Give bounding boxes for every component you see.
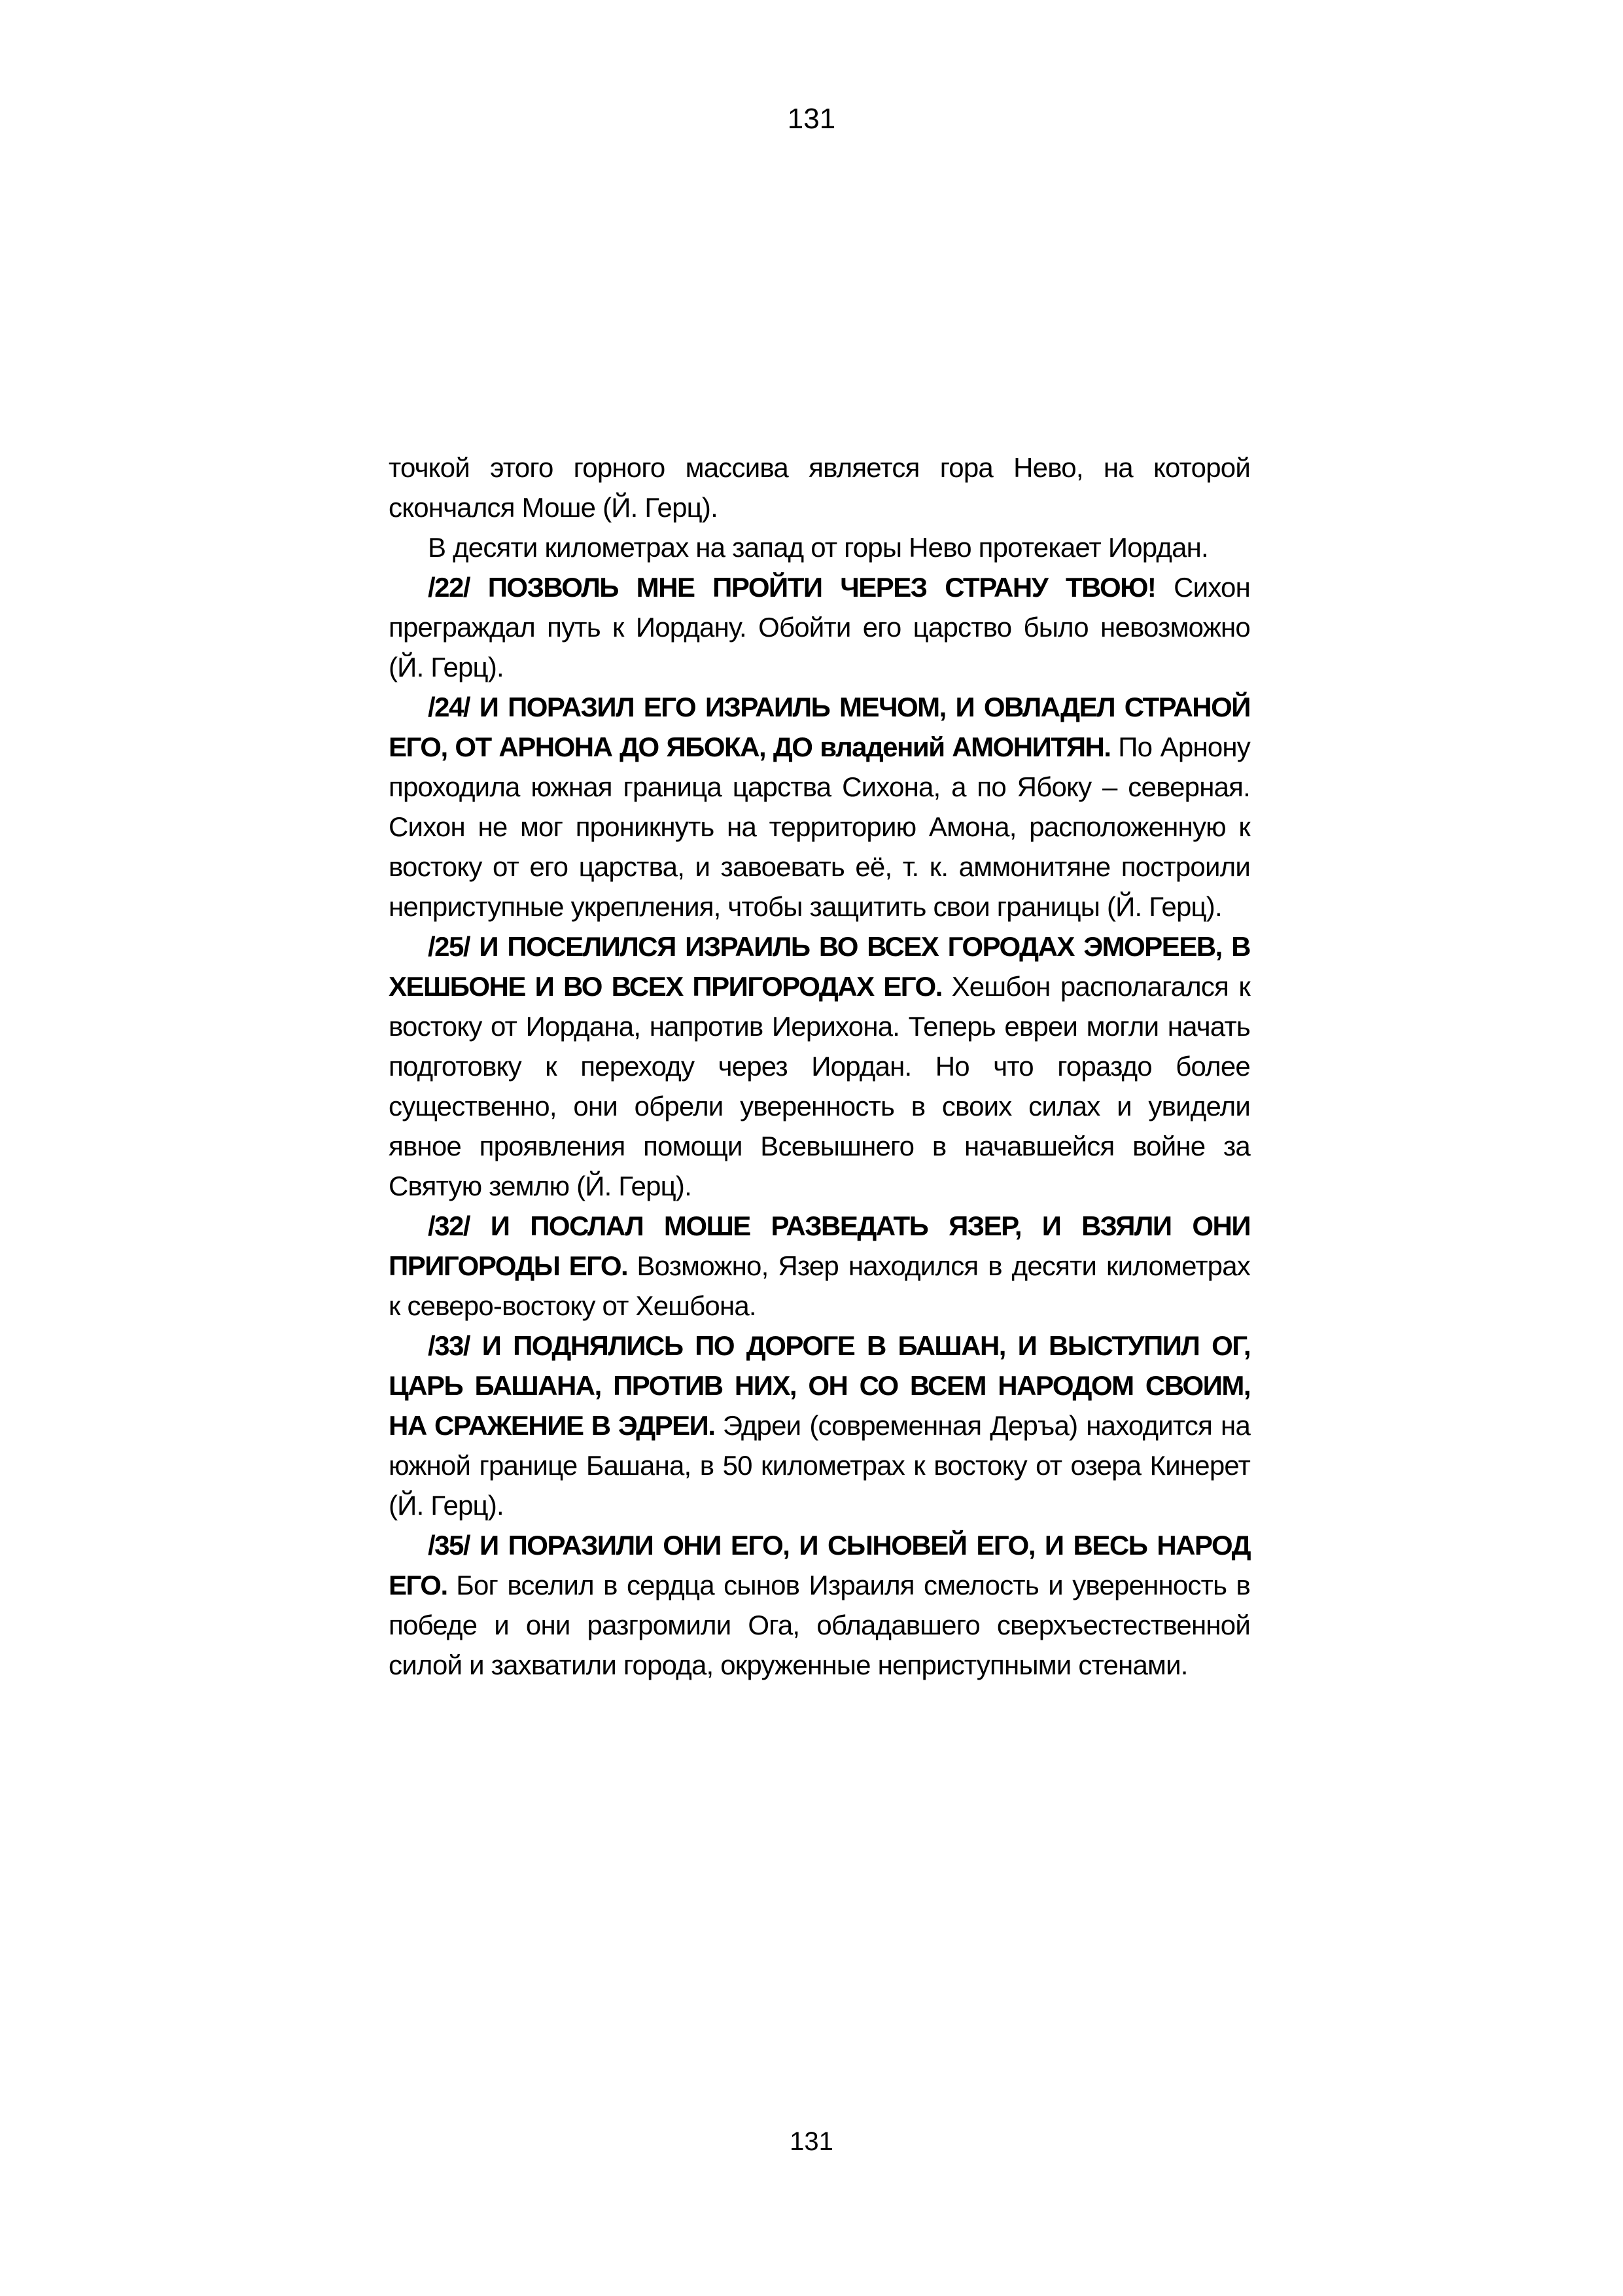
verse-heading-text: /35/ И ПОРАЗИЛИ ОНИ ЕГО, И СЫНОВЕЙ ЕГО, И ВЕСЬ НАРОД ЕГО. bbox=[389, 1530, 1250, 1600]
paragraph bbox=[389, 1206, 1250, 1326]
paragraph bbox=[389, 527, 1250, 567]
page-number-header: 131 bbox=[787, 103, 836, 135]
commentary-text: Эдреи (современная Деръа) находится на южной границе Башана, в 50 километрах к востоку от озера Кинерет (Й. Герц). bbox=[389, 1410, 1250, 1521]
paragraph bbox=[389, 927, 1250, 1206]
commentary-text: точкой этого горного массива является гора Нево, на которой скончался Моше (Й. Герц). bbox=[389, 452, 1250, 523]
commentary-text: По Арнону проходила южная граница царства Сихона, а по Ябоку – северная. Сихон не мог проникнуть на территорию Амона, расположенную к востоку от его царства, и завоевать её, т. к. аммонитяне построили неприступные укрепления, чтобы защитить свои границы (Й. Герц). bbox=[389, 732, 1250, 922]
paragraph bbox=[389, 567, 1250, 687]
paragraph bbox=[389, 448, 1250, 527]
verse-heading-text: /24/ И ПОРАЗИЛ ЕГО ИЗРАИЛЬ МЕЧОМ, И ОВЛАДЕЛ СТРАНОЙ ЕГО, ОТ АРНОНА ДО ЯБОКА, ДО владений АМОНИТЯН. bbox=[389, 692, 1250, 762]
commentary-text: Сихон преграждал путь к Иордану. Обойти его царство было невозможно (Й. Герц). bbox=[389, 572, 1250, 682]
commentary-text: В десяти километрах на запад от горы Нево протекает Иордан. bbox=[428, 532, 1208, 563]
paragraph bbox=[389, 687, 1250, 927]
commentary-text: Возможно, Язер находился в десяти километрах к северо-востоку от Хешбона. bbox=[389, 1250, 1250, 1321]
document-body bbox=[389, 448, 1250, 1685]
commentary-text: Хешбон располагался к востоку от Иордана, напротив Иерихона. Теперь евреи могли начать подготовку к переходу через Иордан. Но что гораздо более существенно, они обрели уверенность в своих силах и увидели явное проявления помощи Всевышнего в начавшейся войне за Святую землю (Й. Герц). bbox=[389, 971, 1250, 1201]
paragraph bbox=[389, 1525, 1250, 1685]
verse-heading-text: /32/ И ПОСЛАЛ МОШЕ РАЗВЕДАТЬ ЯЗЕР, И ВЗЯЛИ ОНИ ПРИГОРОДЫ ЕГО. bbox=[389, 1210, 1250, 1281]
commentary-text: Бог вселил в сердца сынов Израиля смелость и уверенность в победе и они разгромили Ога, обладавшего сверхъестественной силой и захватили города, окруженные неприступными стенами. bbox=[389, 1570, 1251, 1680]
page-number-footer: 131 bbox=[790, 2127, 833, 2156]
verse-heading-text: /25/ И ПОСЕЛИЛСЯ ИЗРАИЛЬ ВО ВСЕХ ГОРОДАХ ЭМОРЕЕВ, В ХЕШБОНЕ И ВО ВСЕХ ПРИГОРОДАХ ЕГО. bbox=[389, 931, 1250, 1002]
paragraph bbox=[389, 1326, 1250, 1525]
verse-heading-text: /22/ ПОЗВОЛЬ МНЕ ПРОЙТИ ЧЕРЕЗ СТРАНУ ТВОЮ! bbox=[428, 572, 1174, 603]
verse-heading-text: /33/ И ПОДНЯЛИСЬ ПО ДОРОГЕ В БАШАН, И ВЫСТУПИЛ ОГ, ЦАРЬ БАШАНА, ПРОТИВ НИХ, ОН СО ВСЕМ НАРОДОМ СВОИМ, НА СРАЖЕНИЕ В ЭДРЕИ. bbox=[389, 1330, 1250, 1441]
